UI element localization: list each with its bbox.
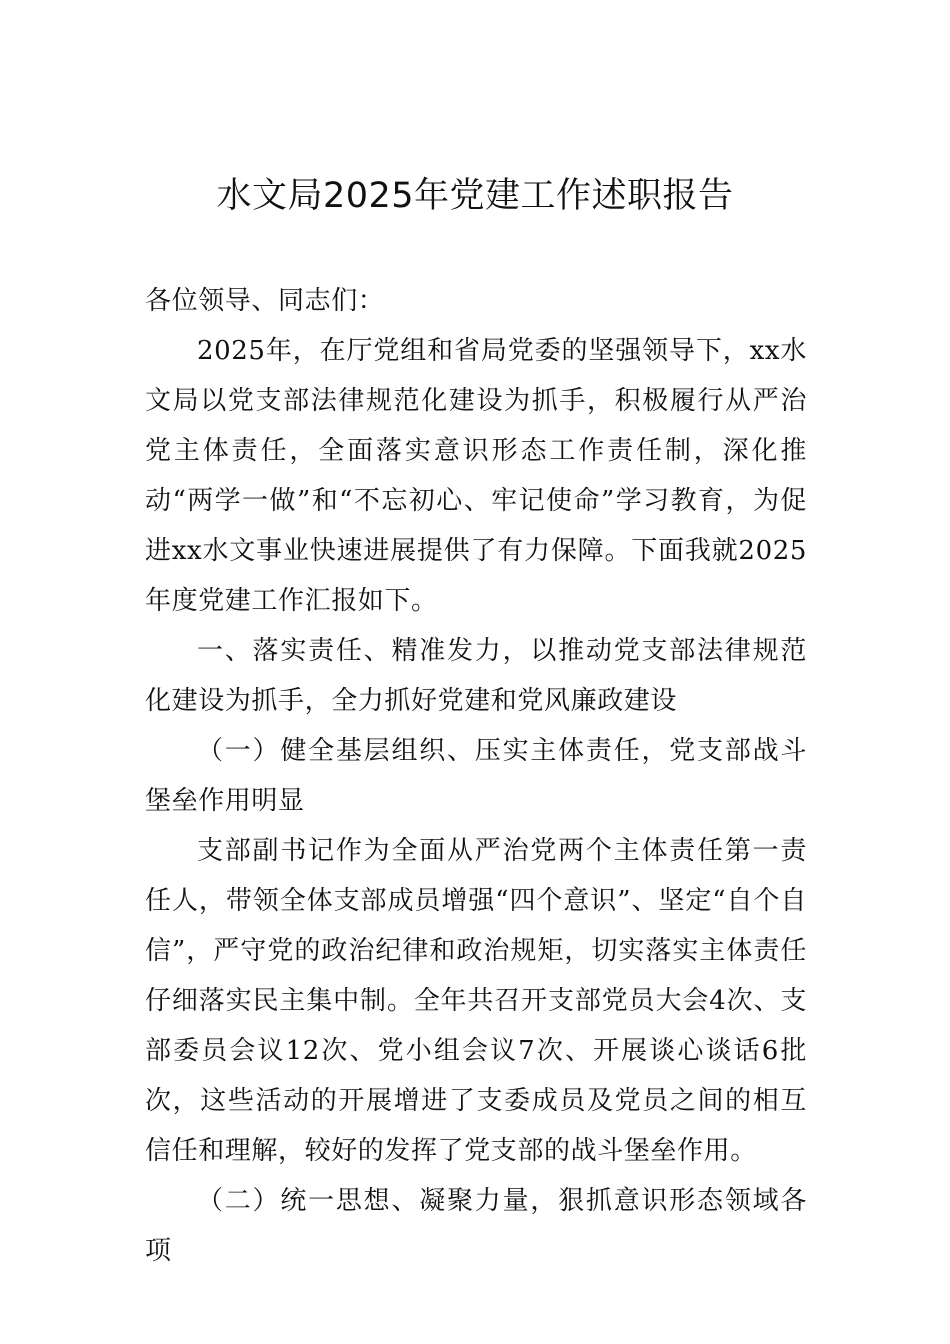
subsection-heading-2: （二）统一思想、凝聚力量，狠抓意识形态领域各项	[145, 1186, 807, 1266]
document-title: 水文局2025年党建工作述职报告	[216, 176, 734, 216]
body-paragraph-1: 支部副书记作为全面从严治党两个主体责任第一责任人，带领全体支部成员增强“四个意识”、坚定“自个自信”，严守党的政治纪律和政治规矩，切实落实主体责任仔细落实民主集中制。全年共召开支部党员大会4次、支部委员会议12次、党小组会议7次、开展谈心谈话6批次，这些活动的开展增进了支委成员及党员之间的相互信任和理解，较好的发挥了党支部的战斗堡垒作用。	[145, 836, 807, 1166]
section-heading-1: 一、落实责任、精准发力，以推动党支部法律规范化建设为抓手，全力抓好党建和党风廉政建设	[145, 636, 807, 716]
intro-paragraph: 2025年，在厅党组和省局党委的坚强领导下，xx水文局以党支部法律规范化建设为抓手，积极履行从严治党主体责任，全面落实意识形态工作责任制，深化推动“两学一做”和“不忘初心、牢记使命”学习教育，为促进xx水文事业快速进展提供了有力保障。下面我就2025年度党建工作汇报如下。	[145, 336, 807, 616]
greeting: 各位领导、同志们：	[145, 286, 385, 316]
subsection-heading-1: （一）健全基层组织、压实主体责任，党支部战斗堡垒作用明显	[145, 736, 807, 816]
document-body	[145, 276, 807, 1276]
